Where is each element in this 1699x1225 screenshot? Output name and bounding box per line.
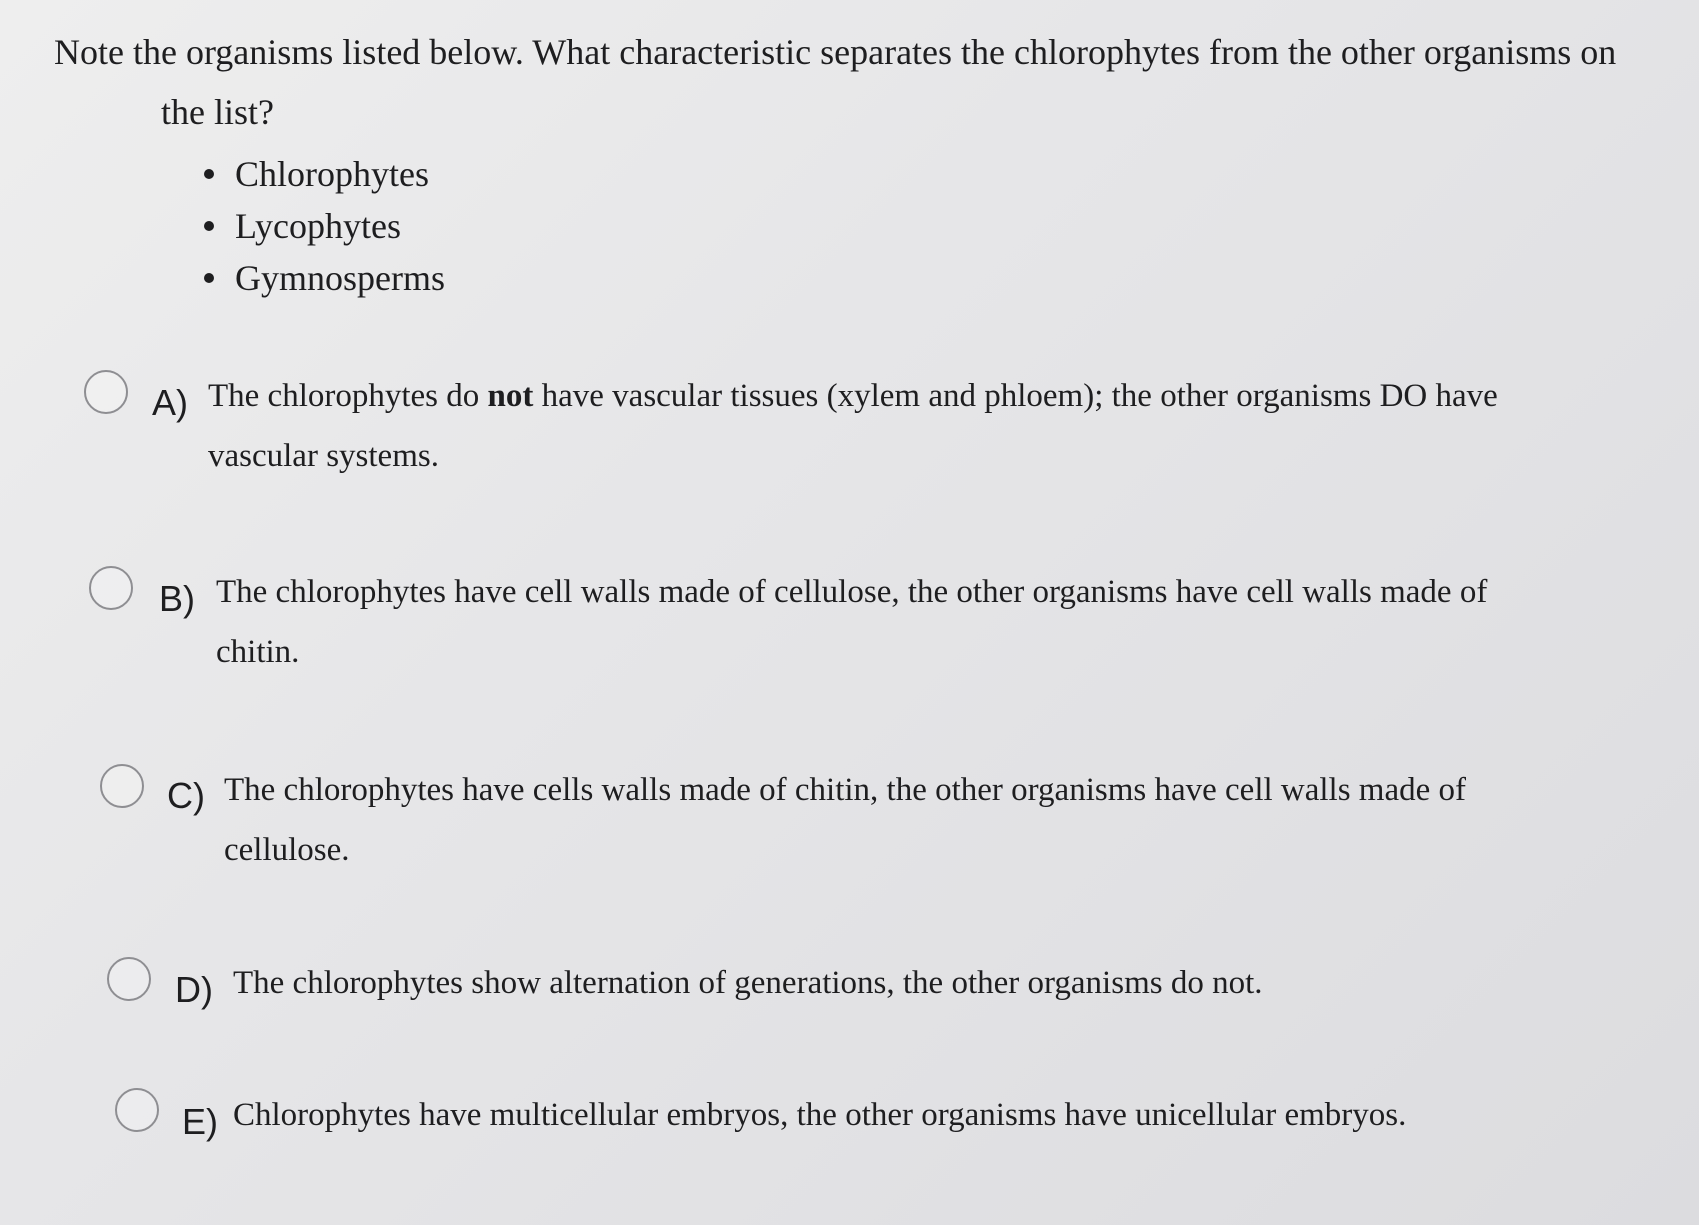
option-text-e	[233, 1085, 1406, 1145]
option-text-b-line-2: chitin.	[216, 634, 300, 670]
option-text-d-line-1: The chlorophytes show alternation of generations, the other organisms do not.	[233, 965, 1263, 1001]
bullet-icon	[204, 221, 214, 231]
radio-button-e[interactable]	[115, 1088, 159, 1132]
bullet-icon	[204, 273, 214, 283]
organism-label: Lycophytes	[235, 206, 401, 246]
organism-label: Chlorophytes	[235, 154, 429, 194]
question-line-1: Note the organisms listed below. What characteristic separates the chlorophytes from the other organisms on	[54, 32, 1617, 72]
question-text	[54, 22, 1634, 142]
radio-button-d[interactable]	[107, 957, 151, 1001]
option-letter-a: A)	[152, 382, 188, 423]
list-item	[204, 148, 445, 200]
option-text-a-emphasis: not	[487, 378, 534, 414]
option-letter-e: E)	[182, 1101, 218, 1142]
option-text-b	[216, 562, 1487, 682]
question-line-2: the list?	[161, 92, 274, 132]
list-item	[204, 252, 445, 304]
option-letter-d: D)	[175, 969, 213, 1010]
option-letter-c: C)	[167, 775, 205, 816]
option-letter-b: B)	[159, 578, 195, 619]
option-text-c-line-1: The chlorophytes have cells walls made of chitin, the other organisms have cell walls made of	[224, 772, 1467, 808]
option-text-b-line-1: The chlorophytes have cell walls made of cellulose, the other organisms have cell walls made of	[216, 574, 1488, 610]
option-text-a-line-2: vascular systems.	[208, 438, 439, 474]
option-text-c-line-2: cellulose.	[224, 832, 350, 868]
bullet-icon	[204, 169, 214, 179]
option-text-a	[208, 366, 1498, 486]
option-text-e-line-1: Chlorophytes have multicellular embryos, the other organisms have unicellular embryos.	[233, 1097, 1407, 1133]
radio-button-a[interactable]	[84, 370, 128, 414]
option-text-d	[233, 953, 1263, 1013]
option-text-a-post: have vascular tissues (xylem and phloem); the other organisms DO have	[533, 378, 1498, 414]
option-text-a-pre: The chlorophytes do	[208, 378, 488, 414]
option-text-c	[224, 760, 1466, 880]
list-item	[204, 200, 445, 252]
radio-button-c[interactable]	[100, 764, 144, 808]
organism-label: Gymnosperms	[235, 258, 445, 298]
organism-list	[204, 148, 445, 304]
radio-button-b[interactable]	[89, 566, 133, 610]
